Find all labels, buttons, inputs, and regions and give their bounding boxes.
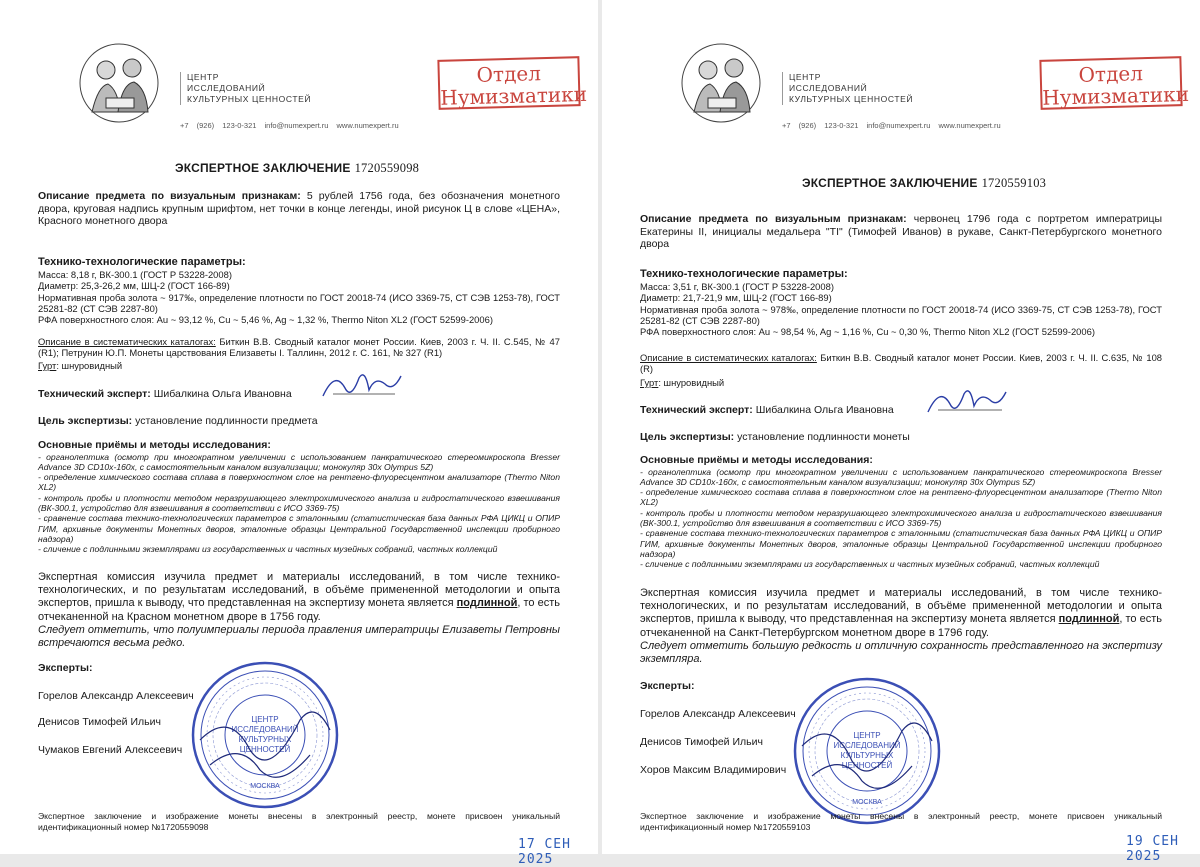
certificate-right xyxy=(602,0,1200,864)
title-text: ЭКСПЕРТНОЕ ЗАКЛЮЧЕНИЕ xyxy=(802,176,978,190)
desc-label: Описание предмета по визуальным признакам: xyxy=(640,213,907,225)
org-line: ЦЕНТР xyxy=(187,72,219,82)
expert-name: Шибалкина Ольга Ивановна xyxy=(153,388,292,400)
certificate-left xyxy=(0,0,598,867)
expert-member: Хоров Максим Владимирович xyxy=(640,764,787,776)
expert-label: Технический эксперт: xyxy=(38,388,151,400)
method-item: - сравнение состава технико-технологических параметров с эталонными (статистическая база данных РФА ЦИКЦ и ОПИР ГИМ, архивные документы Монетных дворов, эталонные образцы Центральной Государственной инспекции пробирного надзора) xyxy=(38,513,560,544)
catalog-block xyxy=(640,352,1162,374)
conclusion-verdict: подлинной xyxy=(1058,613,1120,626)
method-item: - органолептика (осмотр при многократном увеличении с использованием панкратического стереомикроскопа Bresser Advance 3D CD10x-160x, с самостоятельным каналом визуализации; монокуляр 30x Olympus 5Z) xyxy=(640,466,1162,487)
catalog-text: Биткин В.В. Сводный каталог монет России. Киев, 2003 г. Ч. II. С.635, № 108 (R) xyxy=(640,352,1163,375)
desc-text: 5 рублей 1756 года, без обозначения монетного двора, круговая надпись крупным шрифтом, нет точки в конце легенды, иной рисунок Ц в слове «ЦЕНА», Красного монетного двора xyxy=(38,190,560,228)
document-number: 1720559103 xyxy=(981,176,1047,190)
conclusion-end: , то есть отчеканенной на Красном монетном дворе в 1756 году. xyxy=(38,597,560,623)
method-item: - контроль пробы и плотности методом неразрушающего электрохимического анализа и гидростатического взвешивания (ВК-300.1, устройство для взвешивания в соответствии с ИСО 3369-75) xyxy=(38,492,560,514)
method-item: - сличение с подлинными экземплярами из государственных и частных музейных собраний, частных коллекций xyxy=(640,559,1100,570)
email: info@numexpert.ru xyxy=(866,121,931,130)
seal-city: МОСКВА xyxy=(250,783,280,790)
expert-name: Шибалкина Ольга Ивановна xyxy=(755,404,894,416)
param-line: Нормативная проба золота ~ 978‰, определение плотности по ГОСТ 20018-74 (ИСО 3369-75, СТ СЭВ 1253-78), ГОСТ 25281-82 (СТ СЭВ 2287-80) xyxy=(640,303,1162,326)
org-line: ИССЛЕДОВАНИЙ xyxy=(187,83,266,93)
methods-title: Основные приёмы и методы исследования: xyxy=(38,439,271,451)
method-item: - контроль пробы и плотности методом неразрушающего электрохимического анализа и гидростатического взвешивания (ВК-300.1, устройство для взвешивания в соответствии с ИСО 3369-75) xyxy=(640,507,1162,529)
expert-member: Денисов Тимофей Ильич xyxy=(640,736,763,748)
org-line: ЦЕНТР xyxy=(789,72,821,82)
expert-member: Горелов Александр Алексеевич xyxy=(640,708,796,720)
params-block xyxy=(640,268,1162,337)
dept-line: Нумизматики xyxy=(440,81,588,110)
goal-label: Цель экспертизы: xyxy=(640,431,735,443)
param-line: РФА поверхностного слоя: Au ~ 93,12 %, Cu ~ 5,46 %, Ag ~ 1,32 %, Thermo Niton XL2 (ГОСТ 52599-2006) xyxy=(38,314,493,326)
description xyxy=(640,213,1162,251)
edge-block xyxy=(38,360,560,371)
department-stamp xyxy=(437,56,588,110)
document-title xyxy=(802,176,1046,191)
conclusion xyxy=(38,571,560,650)
scientists-logo-icon xyxy=(680,42,762,124)
method-item: - сличение с подлинными экземплярами из государственных и частных музейных собраний, частных коллекций xyxy=(38,544,498,555)
params-title: Технико-технологические параметры: xyxy=(640,268,848,280)
registry-footer: Экспертное заключение и изображение монеты внесены в электронный реестр, монете присвоен уникальный идентификационный номер №1720559103 xyxy=(640,811,1162,832)
goal-label: Цель экспертизы: xyxy=(38,415,133,427)
phone: +7 (926) 123-0-321 xyxy=(782,121,859,130)
experts-title: Эксперты: xyxy=(38,662,93,674)
title-text: ЭКСПЕРТНОЕ ЗАКЛЮЧЕНИЕ xyxy=(175,161,351,175)
catalog-label: Описание в систематических каталогах: xyxy=(640,352,817,363)
catalog-block xyxy=(38,336,560,358)
seal-text: ИССЛЕДОВАНИЙ xyxy=(231,725,299,734)
seal-text: ИССЛЕДОВАНИЙ xyxy=(833,741,901,750)
params-block xyxy=(38,256,560,325)
seal-text: КУЛЬТУРНЫХ xyxy=(238,735,292,744)
seal-text: ЦЕНТР xyxy=(853,731,881,740)
methods-block xyxy=(640,454,1162,570)
conclusion-text: Экспертная комиссия изучила предмет и материалы исследований, в том числе технико-технологических, и по результатам исследований, в объёме примененной методологии и опыта экспертов, пришла к выводу, что представленная на экспертизу монета является xyxy=(640,587,1162,626)
scientists-logo-icon xyxy=(78,42,160,124)
document-title xyxy=(175,161,419,176)
seal-text: КУЛЬТУРНЫХ xyxy=(840,751,894,760)
edge-text: : шнуровидный xyxy=(56,360,123,371)
department-stamp xyxy=(1039,56,1190,110)
goal xyxy=(38,415,560,428)
expert-member: Горелов Александр Алексеевич xyxy=(38,690,194,702)
param-line: Масса: 3,51 г, ВК-300.1 (ГОСТ Р 53228-2008) xyxy=(640,281,834,293)
website: www.numexpert.ru xyxy=(336,121,399,130)
param-line: Диаметр: 21,7-21,9 мм, ШЦ-2 (ГОСТ 166-89) xyxy=(640,292,832,304)
date-stamp: 17 СЕН 2025 xyxy=(518,837,571,867)
expert-member: Денисов Тимофей Ильич xyxy=(38,716,161,728)
website: www.numexpert.ru xyxy=(938,121,1001,130)
registry-footer: Экспертное заключение и изображение монеты внесены в электронный реестр, монете присвоен уникальный идентификационный номер №1720559098 xyxy=(38,811,560,832)
signature-icon xyxy=(920,382,1010,422)
goal xyxy=(640,431,1162,444)
seal-city: МОСКВА xyxy=(852,799,882,806)
org-name xyxy=(180,72,311,105)
param-line: Диаметр: 25,3-26,2 мм, ШЦ-2 (ГОСТ 166-89) xyxy=(38,280,230,292)
param-line: Нормативная проба золота ~ 917‰, определение плотности по ГОСТ 20018-74 (ИСО 3369-75, СТ СЭВ 1253-78), ГОСТ 25281-82 (СТ СЭВ 2287-80) xyxy=(38,291,560,314)
org-line: КУЛЬТУРНЫХ ЦЕННОСТЕЙ xyxy=(789,94,914,104)
document-number: 1720559098 xyxy=(354,161,420,175)
official-seal-icon xyxy=(190,660,340,810)
seal-text: ЦЕННОСТЕЙ xyxy=(239,745,291,754)
tech-expert xyxy=(38,388,560,401)
conclusion-note: Следует отметить, что полуимпериалы периода правления императрицы Елизаветы Петровны встречаются весьма редко. xyxy=(38,623,560,650)
expert-label: Технический эксперт: xyxy=(640,404,753,416)
contacts xyxy=(180,121,399,130)
edge-label: Гурт xyxy=(640,377,659,388)
desc-label: Описание предмета по визуальным признакам: xyxy=(38,190,301,202)
letterhead xyxy=(0,0,598,150)
date-stamp: 19 СЕН 2025 xyxy=(1126,834,1179,864)
params-title: Технико-технологические параметры: xyxy=(38,256,246,268)
conclusion xyxy=(640,587,1162,666)
conclusion-text: Экспертная комиссия изучила предмет и материалы исследований, в том числе технико-технологических, и по результатам исследований, в объёме примененной методологии и опыта экспертов, пришла к выводу, что представленная на экспертизу монета является xyxy=(38,571,560,610)
letterhead xyxy=(602,0,1200,150)
dept-line: Отдел xyxy=(476,61,542,87)
catalog-text: Биткин В.В. Сводный каталог монет России. Киев, 2003 г. Ч. II. С.545, № 47 (R1); Петрунин Ю.П. Монеты царствования Елизаветы I. Таллинн, 2012 г. С. 161, № 327 (R1) xyxy=(38,336,560,359)
experts-title: Эксперты: xyxy=(640,680,695,692)
desc-text: червонец 1796 года с портретом императрицы Екатерины II, инициалы медальера "TI" (Тимофей Иванов) в рукаве, Санкт-Петербургского монетного двора xyxy=(640,213,1163,251)
goal-text: установление подлинности предмета xyxy=(135,415,318,427)
method-item: - органолептика (осмотр при многократном увеличении с использованием панкратического стереомикроскопа Bresser Advance 3D CD10x-160x, с самостоятельным каналом визуализации; монокуляр 30x Olympus 5Z) xyxy=(38,451,560,472)
dept-line: Отдел xyxy=(1078,61,1144,87)
method-item: - определение химического состава сплава в поверхностном слое на рентгено-флуоресцентном анализаторе (Thermo Niton XL2) xyxy=(38,472,560,493)
contacts xyxy=(782,121,1001,130)
param-line: РФА поверхностного слоя: Au ~ 98,54 %, Ag ~ 1,16 %, Cu ~ 0,30 %, Thermo Niton XL2 (ГОСТ 52599-2006) xyxy=(640,326,1095,338)
email: info@numexpert.ru xyxy=(264,121,329,130)
expert-member: Чумаков Евгений Алексеевич xyxy=(38,744,183,756)
methods-title: Основные приёмы и методы исследования: xyxy=(640,454,873,466)
signature-icon xyxy=(315,366,405,406)
conclusion-note: Следует отметить большую редкость и отличную сохранность представленного на экспертизу экземпляра. xyxy=(640,639,1162,666)
dept-line: Нумизматики xyxy=(1042,81,1190,110)
edge-block xyxy=(640,377,1162,388)
conclusion-end: , то есть отчеканенной на Санкт-Петербургском монетном дворе в 1796 году. xyxy=(640,613,1162,639)
conclusion-verdict: подлинной xyxy=(456,597,518,610)
method-item: - определение химического состава сплава в поверхностном слое на рентгено-флуоресцентном анализаторе (Thermo Niton XL2) xyxy=(640,487,1162,508)
edge-text: : шнуровидный xyxy=(658,377,725,388)
org-line: ИССЛЕДОВАНИЙ xyxy=(789,83,868,93)
seal-text: ЦЕННОСТЕЙ xyxy=(841,761,893,770)
seal-text: ЦЕНТР xyxy=(251,715,279,724)
description xyxy=(38,190,560,228)
official-seal-icon xyxy=(792,676,942,826)
org-name xyxy=(782,72,913,105)
org-line: КУЛЬТУРНЫХ ЦЕННОСТЕЙ xyxy=(187,94,312,104)
tech-expert xyxy=(640,404,1162,417)
goal-text: установление подлинности монеты xyxy=(737,431,910,443)
methods-block xyxy=(38,439,560,555)
method-item: - сравнение состава технико-технологических параметров с эталонными (статистическая база данных РФА ЦИКЦ и ОПИР ГИМ, архивные документы Монетных дворов, эталонные образцы Центральной Государственной инспекции пробирного надзора) xyxy=(640,528,1162,559)
edge-label: Гурт xyxy=(38,360,57,371)
catalog-label: Описание в систематических каталогах: xyxy=(38,336,216,347)
param-line: Масса: 8,18 г, ВК-300.1 (ГОСТ Р 53228-2008) xyxy=(38,269,232,281)
phone: +7 (926) 123-0-321 xyxy=(180,121,257,130)
